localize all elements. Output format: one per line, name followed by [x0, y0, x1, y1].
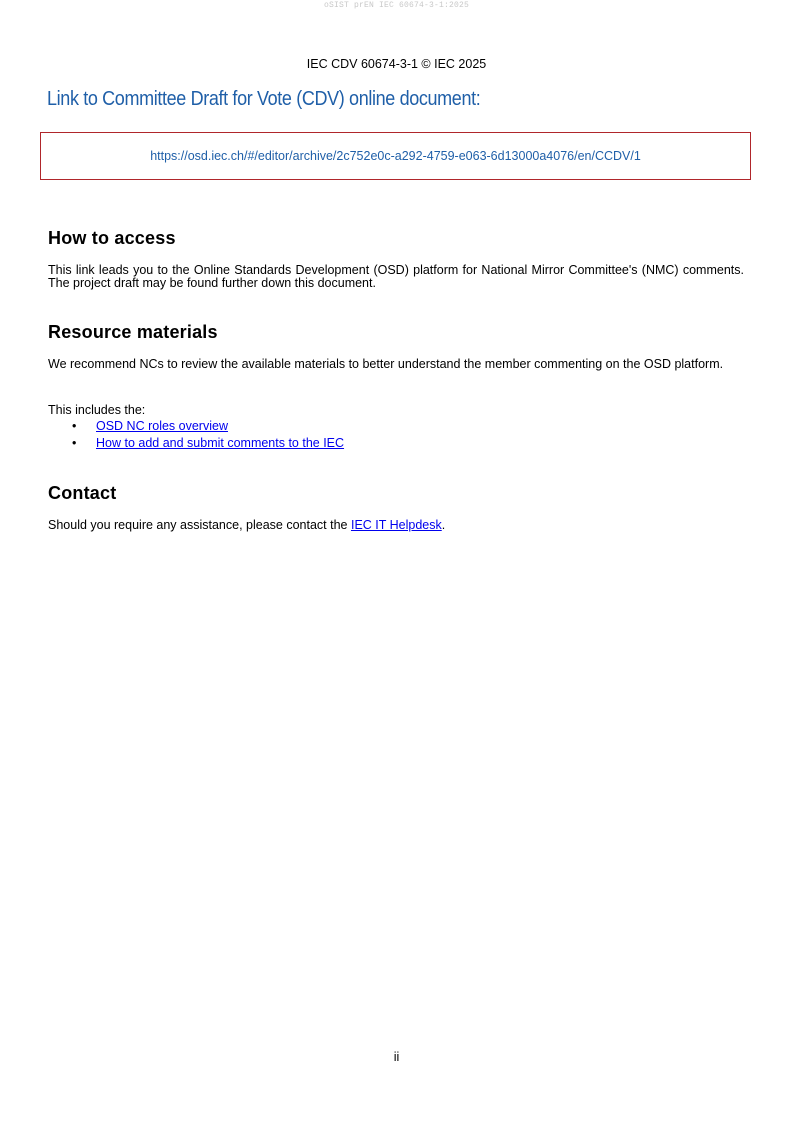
helpdesk-link[interactable]: IEC IT Helpdesk: [350, 518, 442, 532]
bullet-icon: •: [72, 436, 77, 450]
how-to-access-text: This link leads you to the Online Standards Development (OSD) platform for National Mirror Committee's (NMC) comments. The project draft may be found further down this document.: [48, 263, 744, 290]
contact-text-after: .: [441, 518, 446, 532]
cdv-link-box: [40, 132, 751, 180]
bullet-icon: •: [72, 419, 77, 433]
how-to-access-heading: How to access: [48, 228, 176, 248]
submit-comments-link[interactable]: How to add and submit comments to the IEC: [96, 436, 345, 450]
page-number: ii: [393, 1050, 400, 1064]
resource-materials-text: We recommend NCs to review the available materials to better understand the member commenting on the OSD platform.: [48, 357, 724, 371]
cdv-link-title: Link to Committee Draft for Vote (CDV) online document:: [47, 88, 481, 110]
document-header: IEC CDV 60674-3-1 © IEC 2025: [306, 57, 487, 71]
watermark: oSIST prEN IEC 60674-3-1:2025: [323, 1, 470, 10]
includes-text: This includes the:: [48, 403, 146, 417]
contact-text: [48, 519, 744, 532]
contact-text-before: Should you require any assistance, please contact the: [48, 518, 351, 532]
cdv-link[interactable]: https://osd.iec.ch/#/editor/archive/2c752e0c-a292-4759-e063-6d13000a4076/en/CCDV/1: [150, 149, 641, 163]
osd-nc-roles-link[interactable]: OSD NC roles overview: [96, 419, 228, 433]
contact-heading: Contact: [48, 483, 117, 503]
resource-materials-heading: Resource materials: [48, 322, 218, 342]
